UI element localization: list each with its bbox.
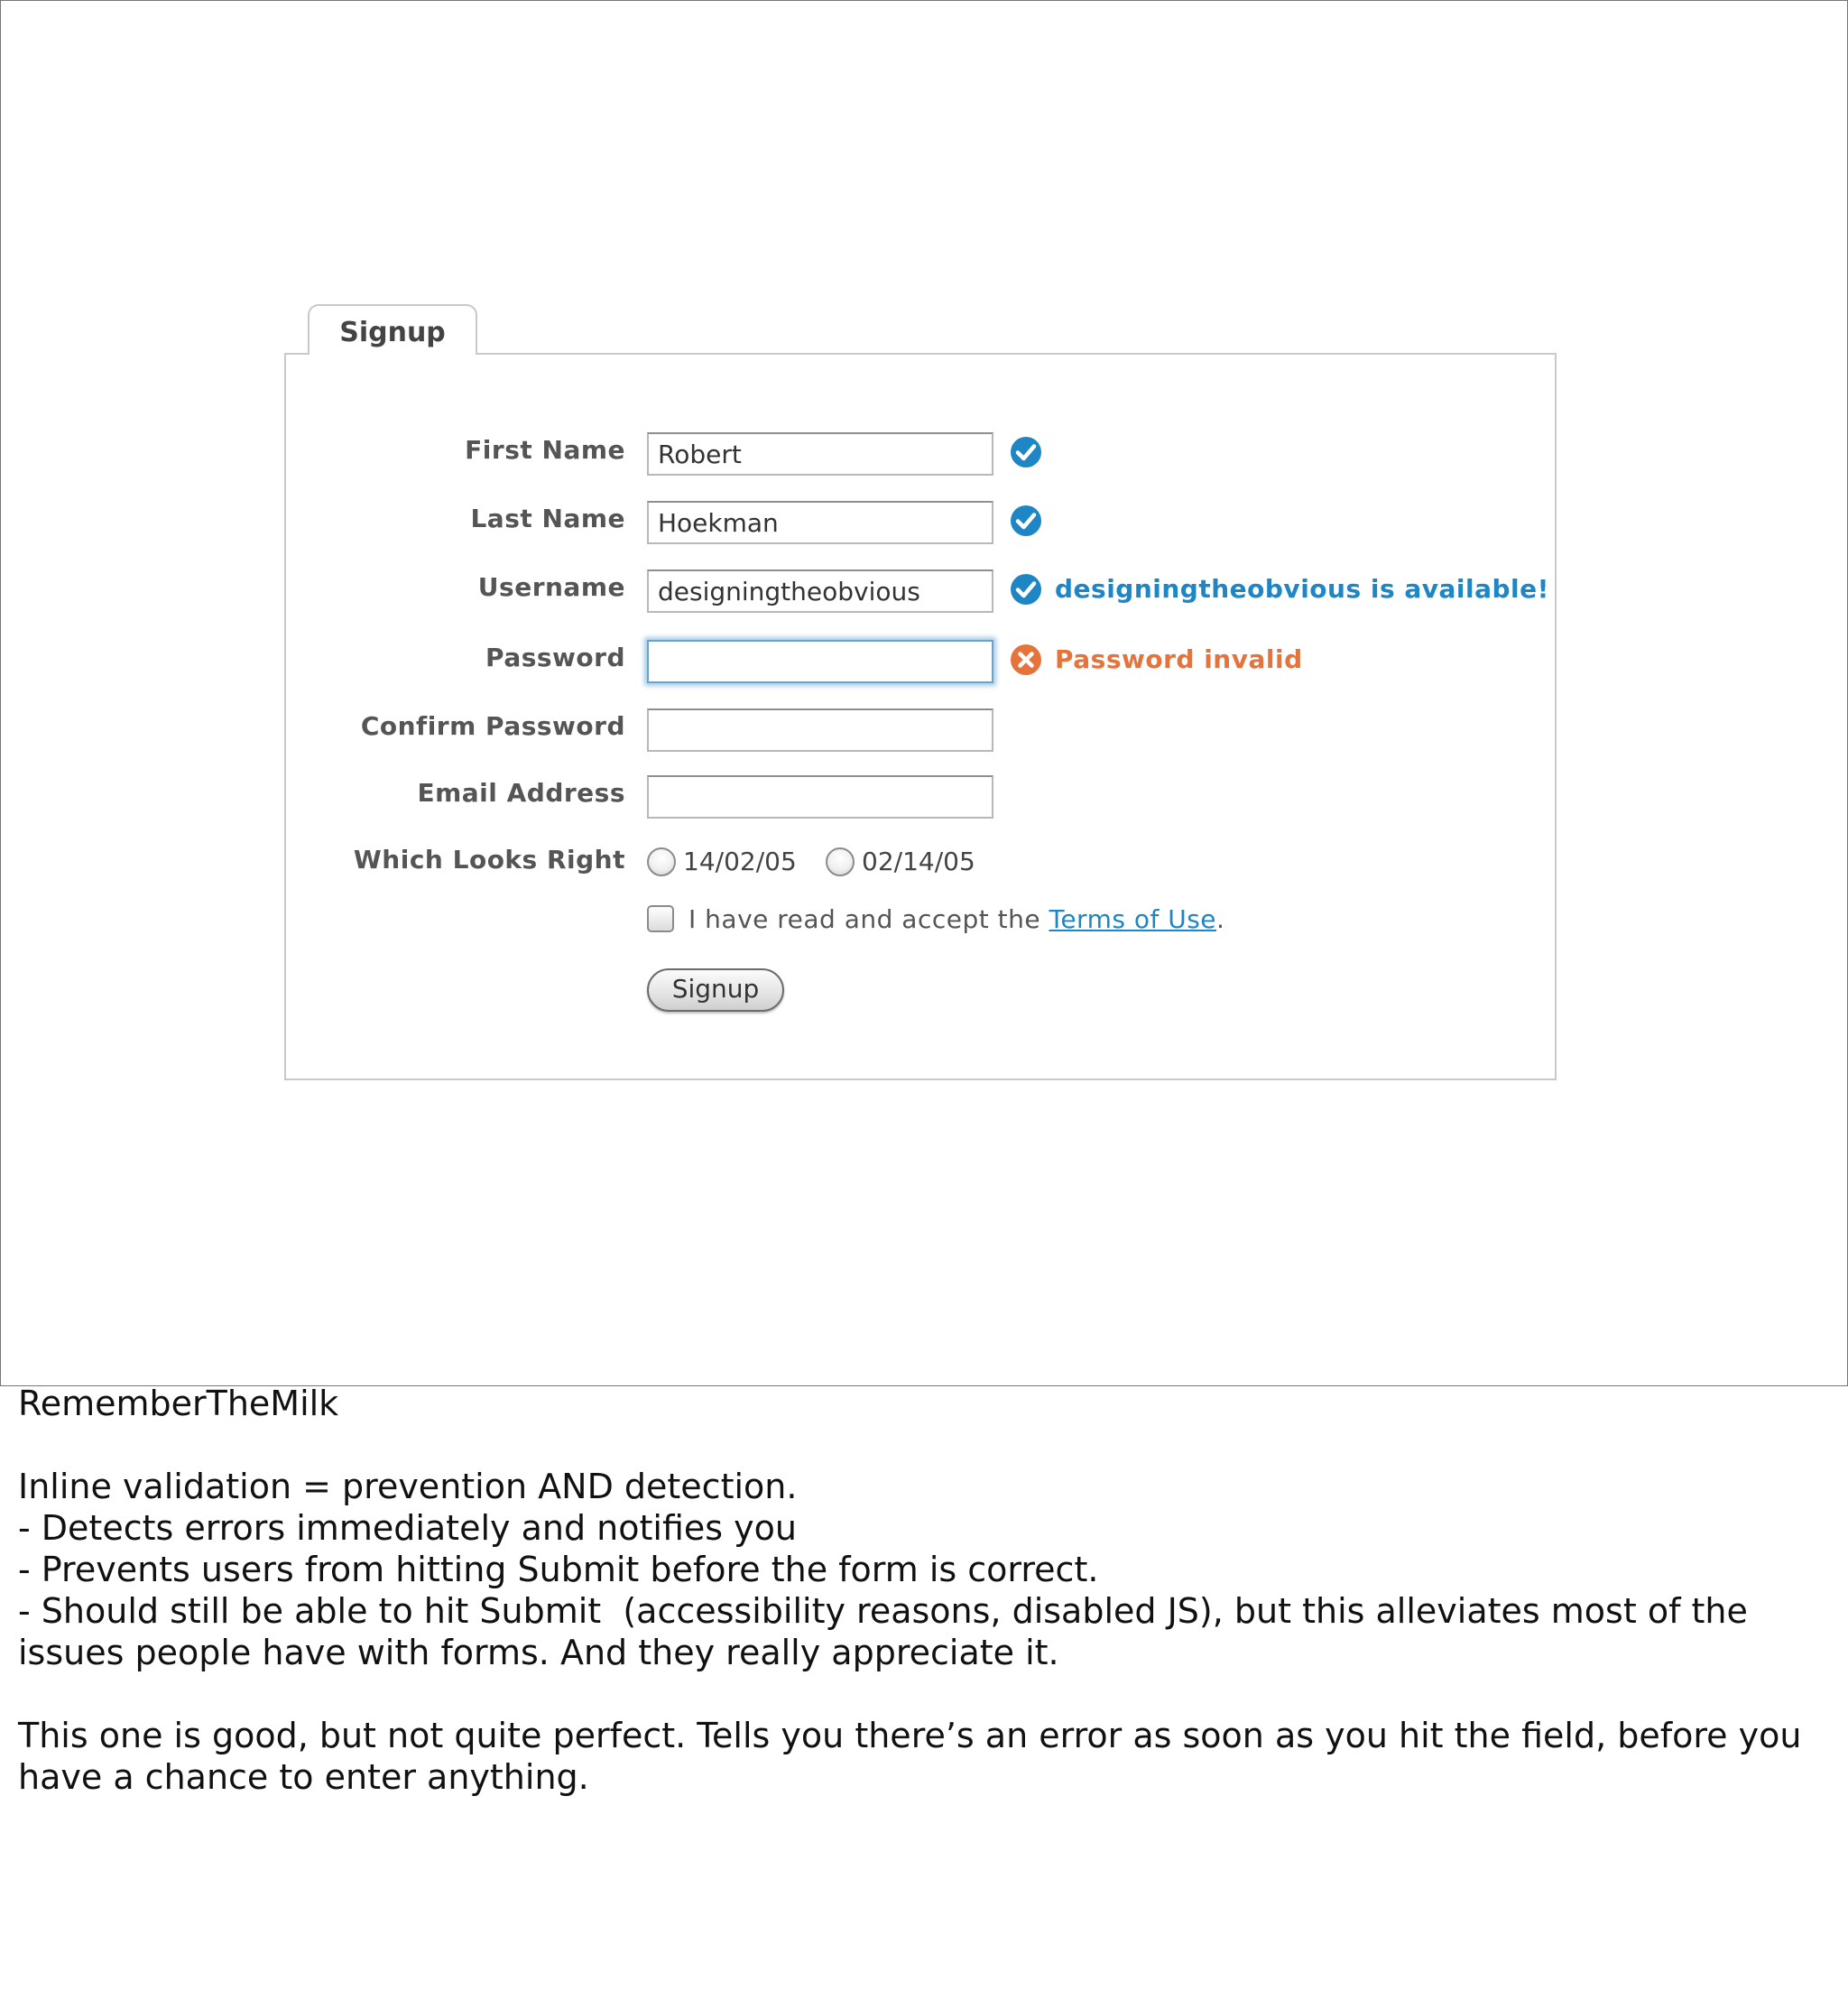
tab-label: Signup [339,317,446,348]
password-row [286,640,1555,685]
last-name-field[interactable]: Hoekman [647,501,993,544]
email-field[interactable] [647,775,993,819]
terms-of-use-link[interactable]: Terms of Use [1049,904,1217,934]
date-format-radio-2[interactable] [826,847,855,876]
username-label: Username [477,572,625,602]
check-circle-icon [1010,505,1042,537]
notes-spacer [18,1424,1823,1466]
date-format-option-1[interactable]: 14/02/05 [683,847,797,876]
terms-text-after: . [1216,904,1225,934]
notes-intro: Inline validation = prevention AND detection. [18,1467,798,1506]
username-field[interactable]: designingtheobvious [647,569,993,613]
signup-form [284,353,1557,1080]
username-available-message: designingtheobvious is available! [1055,574,1549,604]
email-row [286,775,1555,820]
confirm-password-field[interactable] [647,708,993,752]
date-format-radio-1[interactable] [647,847,676,876]
error-x-circle-icon [1010,643,1042,676]
terms-row [286,900,1555,945]
notes-conclusion: This one is good, but not quite perfect. Tells you there’s an error as soon as you hit the field, before you have a chance to enter anything. [18,1716,1813,1797]
tab-signup[interactable] [308,304,477,355]
first-name-field[interactable]: Robert [647,432,993,476]
confirm-password-row [286,708,1555,754]
notes-point: - Detects errors immediately and notifies you [18,1508,797,1548]
notes-point: - Should still be able to hit Submit (accessibility reasons, disabled JS), but this alleviates most of the issues people have with forms. And they really appreciate it. [18,1591,1759,1672]
notes-spacer [18,1673,1823,1715]
date-format-label: Which Looks Right [353,845,625,875]
password-field[interactable] [647,640,993,683]
notes-title: RememberTheMilk [18,1384,339,1423]
signup-button[interactable]: Signup [647,968,784,1012]
email-label: Email Address [417,778,625,808]
password-error-message: Password invalid [1055,644,1303,674]
check-circle-icon [1010,573,1042,606]
password-label: Password [485,643,625,672]
notes-point: - Prevents users from hitting Submit before the form is correct. [18,1550,1099,1589]
date-format-row [286,842,1555,887]
submit-row [286,968,1555,1014]
last-name-label: Last Name [470,504,625,533]
confirm-password-label: Confirm Password [360,711,625,741]
check-circle-icon [1010,436,1042,468]
terms-checkbox[interactable] [647,905,674,932]
date-format-option-2[interactable]: 02/14/05 [862,847,975,876]
terms-text [688,902,1224,938]
first-name-label: First Name [465,435,625,465]
speaker-notes [18,1383,1823,1798]
last-name-row [286,501,1555,546]
first-name-row [286,432,1555,477]
terms-text-before: I have read and accept the [688,904,1049,934]
username-row [286,569,1555,615]
